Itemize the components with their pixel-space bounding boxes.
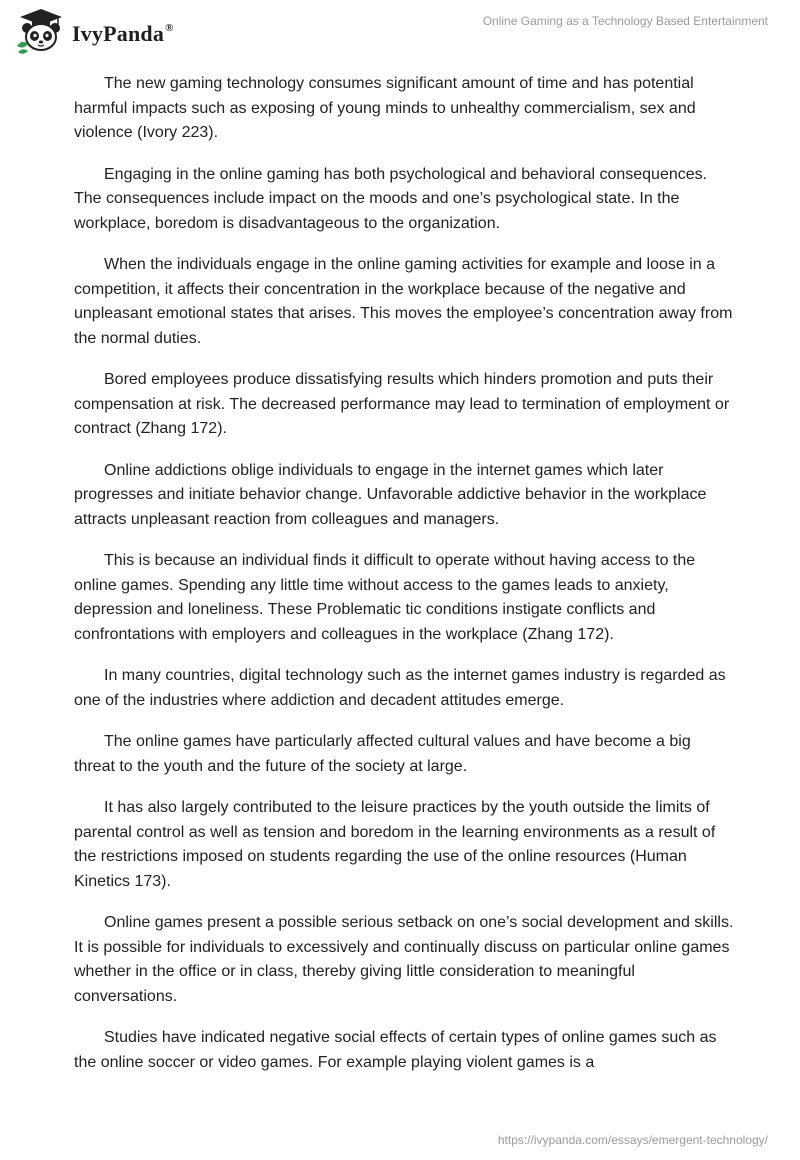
page-header (0, 0, 800, 60)
document-title: Online Gaming as a Technology Based Entertainment (482, 14, 768, 28)
source-url-link[interactable]: https://ivypanda.com/essays/emergent-technology/ (497, 1133, 768, 1147)
paragraph: This is because an individual finds it difficult to operate without having access to the online games. Spending any little time without access to the games leads to anxiety, depression and loneliness. These Problematic tic conditions instigate conflicts and confrontations with employers and colleagues in the workplace (Zhang 172). (74, 552, 696, 643)
essay-body (74, 72, 734, 1092)
paragraph: Engaging in the online gaming has both psychological and behavioral consequences. The consequences include impact on the moods and one’s psychological state. In the workplace, boredom is disadvantageous to the organization. (74, 165, 708, 232)
paragraph: Bored employees produce dissatisfying results which hinders promotion and puts their compensation at risk. The decreased performance may lead to termination of employment or contract (Zhang 172). (74, 371, 730, 437)
paragraph: The new gaming technology consumes significant amount of time and has potential harmful impacts such as exposing of young minds to unhealthy commercialism, sex and violence (Ivory 223). (74, 75, 696, 141)
paragraph: Online addictions oblige individuals to engage in the internet games which later progresses and initiate behavior change. Unfavorable addictive behavior in the workplace attracts unpleasant reaction from colleagues and managers. (74, 461, 707, 528)
paragraph: In many countries, digital technology such as the internet games industry is regarded as one of the industries where addiction and decadent attitudes emerge. (74, 667, 726, 709)
paragraph: Studies have indicated negative social effects of certain types of online games such as the online soccer or video games. For example playing violent games is a (74, 1029, 717, 1071)
paragraph: Online games present a possible serious setback on one’s social development and skills. It is possible for individuals to excessively and continually discuss on particular online games whether in the office or in class, thereby giving little consideration to meaningful conversations. (74, 914, 734, 1005)
panda-graduate-icon (14, 6, 68, 61)
paragraph: When the individuals engage in the online gaming activities for example and loose in a competition, it affects their concentration in the workplace because of the negative and unpleasant emotional states that arises. This moves the employee’s concentration away from the normal duties. (74, 256, 733, 347)
paragraph: The online games have particularly affected cultural values and have become a big threat to the youth and the future of the society at large. (74, 733, 691, 775)
paragraph: It has also largely contributed to the leisure practices by the youth outside the limits of parental control as well as tension and boredom in the learning environments as a result of the restrictions imposed on students regarding the use of the online resources (Human Kinetics 173). (74, 799, 716, 890)
brand-logo[interactable] (14, 6, 174, 61)
brand-name: IvyPanda® (72, 20, 174, 46)
